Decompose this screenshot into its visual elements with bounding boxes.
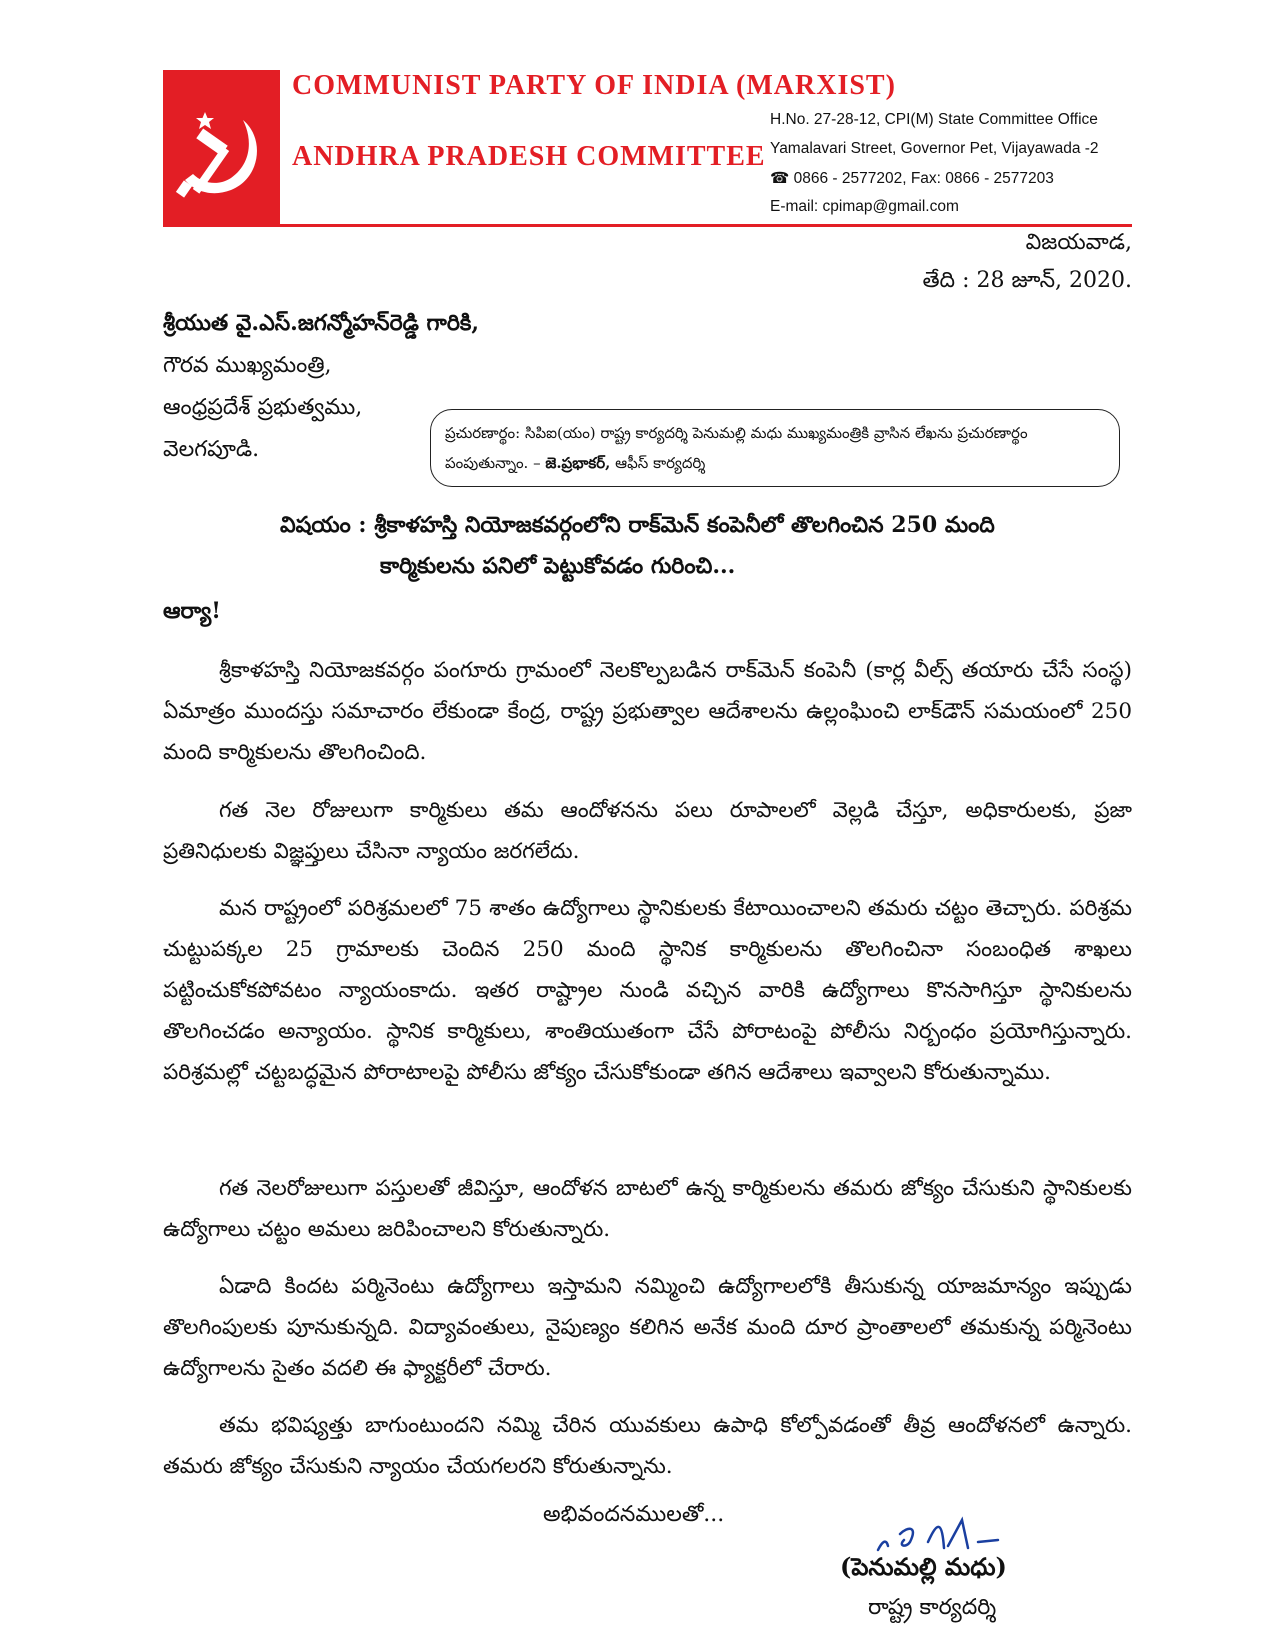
- date: తేది : 28 జూన్, 2020.: [922, 268, 1132, 293]
- address-line-2: Yamalavari Street, Governor Pet, Vijayawada -2: [770, 140, 1099, 157]
- org-name-line2: ANDHRA PRADESH COMMITTEE: [292, 141, 766, 172]
- press-note-suffix: ఆఫీస్ కార్యదర్శి: [610, 454, 706, 472]
- body-paragraph-4: గత నెలరోజులుగా పస్తులతో జీవిస్తూ, ఆందోళన బాటలో ఉన్న కార్మికులను తమరు జోక్యం చేసుకుని స్థానికులకు ఉద్యోగాలు చట్టం అమలు జరిపించాలని కోరుతున్నారు.: [163, 1176, 1132, 1242]
- body-paragraph-2: గత నెల రోజులుగా కార్మికులు తమ ఆందోళనను పలు రూపాలలో వెల్లడి చేస్తూ, అధికారులకు, ప్రజా ప్రతినిధులకు విజ్ఞప్తులు చేసినా న్యాయం జరగలేదు.: [163, 798, 1132, 864]
- org-name-line1: COMMUNIST PARTY OF INDIA (MARXIST): [292, 70, 896, 101]
- press-note-line2: [445, 448, 1105, 478]
- signatory-name: (పెనుమల్లి మధు): [840, 1552, 1007, 1581]
- body-paragraph-3: మన రాష్ట్రంలో పరిశ్రమలలో 75 శాతం ఉద్యోగాలు స్థానికులకు కేటాయించాలని తమరు చట్టం తెచ్చారు. పరిశ్రమ చుట్టుపక్కల 25 గ్రామాలకు చెందిన 250 మంది స్థానిక కార్మికులను తొలగించినా సంబంధిత శాఖలు పట్టించుకోకపోవటం న్యాయంకాదు. ఇతర రాష్ట్రాల నుండి వచ్చిన వారికి ఉద్యోగాలు కొనసాగిస్తూ స్థానికులను తొలగించడం అన్యాయం. స్థానిక కార్మికులు, శాంతియుతంగా చేసే పోరాటంపై పోలీసు నిర్బంధం ప్రయోగిస్తున్నారు. పరిశ్రమల్లో చట్టబద్ధమైన పోరాటాలపై పోలీసు జోక్యం చేసుకోకుండా తగిన ఆదేశాలు ఇవ్వాలని కోరుతున్నాము.: [163, 896, 1132, 1085]
- press-note-name: జె.ప్రభాకర్,: [545, 454, 611, 472]
- recipient-title: గౌరవ ముఖ్యమంత్రి,: [163, 353, 332, 378]
- hammer-sickle-star-icon: [173, 98, 269, 208]
- place: విజయవాడ,: [1025, 230, 1132, 255]
- closing: అభివందనములతో...: [543, 1502, 725, 1527]
- phone-line: ☎ 0866 - 2577202, Fax: 0866 - 2577203: [770, 170, 1054, 187]
- salutation: ఆర్యా!: [163, 598, 221, 624]
- address-line-1: H.No. 27-28-12, CPI(M) State Committee Office: [770, 111, 1098, 128]
- recipient-place: వెలగపూడి.: [163, 437, 260, 462]
- recipient-office: ఆంధ్రప్రదేశ్ ప్రభుత్వము,: [163, 395, 363, 420]
- body-paragraph-1: శ్రీకాళహస్తి నియోజకవర్గం పంగూరు గ్రామంలో నెలకొల్పబడిన రాక్‌మెన్ కంపెనీ (కార్ల వీల్స్ తయారు చేసే సంస్థ) ఏమాత్రం ముందస్తు సమాచారం లేకుండా కేంద్ర, రాష్ట్ర ప్రభుత్వాల ఆదేశాలను ఉల్లంఘించి లాక్‌డౌన్ సమయంలో 250 మంది కార్మికులను తొలగించింది.: [163, 658, 1132, 765]
- recipient-name: శ్రీయుత వై.ఎస్.జగన్మోహన్‌రెడ్డి గారికి,: [163, 310, 480, 336]
- email-line: E-mail: cpimap@gmail.com: [770, 198, 959, 215]
- subject-line-1: విషయం : శ్రీకాళహస్తి నియోజకవర్గంలోని రాక్‌మెన్ కంపెనీలో తొలగించిన 250 మంది: [280, 512, 995, 538]
- body-paragraph-5: ఏడాది కిందట పర్మినెంటు ఉద్యోగాలు ఇస్తామని నమ్మించి ఉద్యోగాలలోకి తీసుకున్న యాజమాన్యం ఇప్పుడు తొలగింపులకు పూనుకున్నది. విద్యావంతులు, నైపుణ్యం కలిగిన అనేక మంది దూర ప్రాంతాలలో తమకున్న పర్మినెంటు ఉద్యోగాలను సైతం వదలి ఈ ఫ్యాక్టరీలో చేరారు.: [163, 1274, 1132, 1381]
- press-note-box: [430, 409, 1120, 487]
- header-divider: [280, 224, 1132, 227]
- party-logo: [163, 70, 280, 227]
- press-note-prefix: పంపుతున్నాం. –: [445, 454, 546, 472]
- press-note-line1: ప్రచురణార్థం: సిపిఐ(యం) రాష్ట్ర కార్యదర్శి పెనుమల్లి మధు ముఖ్యమంత్రికి వ్రాసిన లేఖను ప్రచురణార్థం: [445, 424, 1028, 442]
- body-paragraph-6: తమ భవిష్యత్తు బాగుంటుందని నమ్మి చేరిన యువకులు ఉపాధి కోల్పోవడంతో తీవ్ర ఆందోళనలో ఉన్నారు. తమరు జోక్యం చేసుకుని న్యాయం చేయగలరని కోరుతున్నాను.: [163, 1413, 1132, 1479]
- signatory-designation: రాష్ట్ర కార్యదర్శి: [868, 1595, 997, 1620]
- subject-line-2: కార్మికులను పనిలో పెట్టుకోవడం గురించి...: [380, 553, 736, 579]
